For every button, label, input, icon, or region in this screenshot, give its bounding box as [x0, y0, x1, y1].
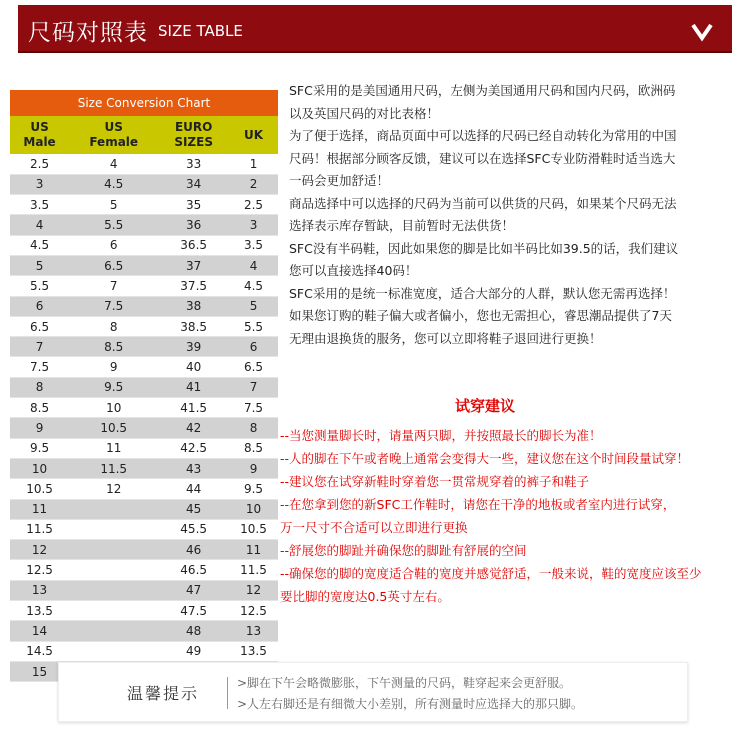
table-row: [10, 296, 278, 316]
table-cell: 9.5: [69, 377, 158, 397]
table-cell: 9: [229, 458, 278, 478]
table-row: [10, 357, 278, 377]
table-cell: 46: [158, 540, 229, 560]
table-cell: 36.5: [158, 235, 229, 255]
table-cell: 8: [10, 377, 69, 397]
table-row: [10, 255, 278, 275]
table-cell: 33: [158, 154, 229, 174]
table-row: [10, 519, 278, 539]
column-header-line: UK: [244, 127, 264, 142]
column-header: [158, 116, 229, 154]
table-cell: 4.5: [10, 235, 69, 255]
table-cell: [69, 540, 158, 560]
advice-line: --确保您的脚的宽度适合鞋的宽度并感觉舒适，一般来说，鞋的宽度应该至少: [280, 566, 702, 581]
table-row: [10, 560, 278, 580]
table-cell: 11.5: [69, 458, 158, 478]
table-header-row: [10, 116, 278, 154]
table-cell: 45.5: [158, 519, 229, 539]
table-cell: 3.5: [10, 195, 69, 215]
table-cell: 10: [69, 398, 158, 418]
note-line: 一码会更加舒适！: [289, 173, 390, 188]
advice-line: --舒展您的脚趾并确保您的脚趾有舒展的空间: [280, 543, 527, 558]
table-cell: 13: [10, 580, 69, 600]
advice-line: --当您测量脚长时，请量两只脚，并按照最长的脚长为准！: [280, 428, 602, 443]
table-cell: 8.5: [69, 337, 158, 357]
table-cell: 7.5: [229, 398, 278, 418]
note-line: SFC采用的是美国通用尺码，左侧为美国通用尺码和国内尺码，欧洲码: [289, 83, 676, 98]
table-cell: 10.5: [10, 479, 69, 499]
table-row: [10, 458, 278, 478]
table-row: [10, 438, 278, 458]
fitting-advice: [280, 424, 750, 608]
tips-lines: [237, 673, 583, 715]
table-cell: 38: [158, 296, 229, 316]
table-row: [10, 195, 278, 215]
table-title: Size Conversion Chart: [10, 90, 278, 116]
column-header-line: Male: [23, 135, 56, 149]
table-cell: 44: [158, 479, 229, 499]
tips-box: [58, 662, 688, 722]
size-conversion-table: [10, 90, 278, 682]
table-cell: 11: [69, 438, 158, 458]
table-cell: 42: [158, 418, 229, 438]
table-row: [10, 540, 278, 560]
note-line: 无理由退换货的服务，您可以立即将鞋子退回进行更换！: [289, 330, 602, 346]
table-row: [10, 174, 278, 194]
table-row: [10, 398, 278, 418]
table-row: [10, 154, 278, 174]
table-cell: 11.5: [229, 560, 278, 580]
column-header-line: Female: [89, 135, 139, 149]
table-cell: 43: [158, 458, 229, 478]
table-cell: 38.5: [158, 316, 229, 336]
table-cell: 12: [69, 479, 158, 499]
column-header-line: SIZES: [174, 135, 213, 149]
note-line: SFC采用的是统一标准宽度，适合大部分的人群，默认您无需再选择！: [289, 285, 676, 301]
table-cell: 41: [158, 377, 229, 397]
column-header: [10, 116, 69, 154]
table-cell: 9.5: [229, 479, 278, 499]
table-cell: 5.5: [229, 316, 278, 336]
table-cell: 5.5: [69, 215, 158, 235]
table-row: [10, 479, 278, 499]
table-cell: 11.5: [10, 519, 69, 539]
table-cell: 10.5: [229, 519, 278, 539]
table-row: [10, 235, 278, 255]
table-cell: 6: [69, 235, 158, 255]
table-row: [10, 418, 278, 438]
advice-line: --在您拿到您的新SFC工作鞋时，请您在干净的地板或者室内进行试穿，: [280, 497, 676, 512]
table-cell: 37: [158, 255, 229, 275]
column-header: [229, 116, 278, 154]
page-subtitle: SIZE TABLE: [158, 22, 243, 40]
table-cell: 10: [10, 458, 69, 478]
table-cell: 37.5: [158, 276, 229, 296]
header-banner: [18, 5, 732, 53]
note-line: 以及英国尺码的对比表格！: [289, 105, 440, 121]
column-header-line: US: [104, 120, 123, 134]
table-cell: [69, 621, 158, 641]
note-line: 为了便于选择，商品页面中可以选择的尺码已经自动转化为常用的中国: [289, 128, 677, 143]
table-cell: 9.5: [10, 438, 69, 458]
table-cell: 3: [10, 174, 69, 194]
table-cell: 49: [158, 641, 229, 661]
table-cell: 8.5: [229, 438, 278, 458]
note-line: SFC没有半码鞋，因此如果您的脚是比如半码比如39.5的话，我们建议: [289, 240, 679, 256]
table-row: [10, 601, 278, 621]
table-cell: 15: [10, 661, 69, 681]
table-cell: 8: [229, 418, 278, 438]
table-cell: 7.5: [10, 357, 69, 377]
table-cell: 2: [229, 174, 278, 194]
table-row: [10, 499, 278, 519]
table-cell: 5: [69, 195, 158, 215]
table-cell: 13.5: [10, 601, 69, 621]
note-line: 尺码！根据部分顾客反馈，建议可以在选择SFC专业防滑鞋时适当选大: [289, 150, 676, 166]
table-row: [10, 276, 278, 296]
note-line: 您可以直接选择40码！: [289, 263, 418, 278]
table-cell: 13: [229, 621, 278, 641]
table-cell: 4: [69, 154, 158, 174]
table-cell: 4.5: [229, 276, 278, 296]
table-cell: 14.5: [10, 641, 69, 661]
column-header: [69, 116, 158, 154]
table-cell: 3: [229, 215, 278, 235]
table-cell: 47.5: [158, 601, 229, 621]
advice-line: 万一尺寸不合适可以立即进行更换: [280, 520, 468, 535]
table-cell: 41.5: [158, 398, 229, 418]
table-cell: [69, 641, 158, 661]
table-cell: 1: [229, 154, 278, 174]
table-cell: 5: [10, 255, 69, 275]
tip-line: >脚在下午会略微膨胀，下午测量的尺码，鞋穿起来会更舒服。: [237, 676, 572, 690]
table-cell: 12.5: [10, 560, 69, 580]
page-title: 尺码对照表: [28, 20, 148, 46]
table-row: [10, 377, 278, 397]
table-cell: 12.5: [229, 601, 278, 621]
note-line: 如果您订购的鞋子偏大或者偏小，您也无需担心，睿思潮品提供了7天: [289, 308, 672, 323]
table-cell: 34: [158, 174, 229, 194]
table-cell: 48: [158, 621, 229, 641]
note-line: 选择表示库存暂缺，目前暂时无法供货！: [289, 218, 515, 233]
table-cell: 9: [10, 418, 69, 438]
table-row: [10, 580, 278, 600]
table-cell: [69, 560, 158, 580]
advice-line: --人的脚在下午或者晚上通常会变得大一些，建议您在这个时间段量试穿！: [280, 451, 690, 466]
table-cell: [69, 601, 158, 621]
table-cell: 5: [229, 296, 278, 316]
table-cell: 47: [158, 580, 229, 600]
advice-line: --建议您在试穿新鞋时穿着您一贯常规穿着的裤子和鞋子: [280, 474, 590, 489]
table-cell: 8: [69, 316, 158, 336]
table-row: [10, 337, 278, 357]
table-cell: 7: [69, 276, 158, 296]
table-cell: 11: [10, 499, 69, 519]
table-cell: 6: [10, 296, 69, 316]
table-cell: 7: [10, 337, 69, 357]
table-row: [10, 316, 278, 336]
table-cell: [69, 519, 158, 539]
table-cell: 4.5: [69, 174, 158, 194]
table-cell: 14: [10, 621, 69, 641]
table-cell: 7.5: [69, 296, 158, 316]
table-cell: 2.5: [229, 195, 278, 215]
table-cell: 10.5: [69, 418, 158, 438]
table-cell: 11: [229, 540, 278, 560]
table-cell: 10: [229, 499, 278, 519]
table-cell: 36: [158, 215, 229, 235]
note-line: 商品选择中可以选择的尺码为当前可以供货的尺码，如果某个尺码无法: [289, 195, 677, 211]
table-cell: 9: [69, 357, 158, 377]
table-cell: [69, 499, 158, 519]
table-cell: 3.5: [229, 235, 278, 255]
table-body: [10, 154, 278, 682]
table-cell: 40: [158, 357, 229, 377]
table-cell: 6: [229, 337, 278, 357]
tip-line: >人左右脚还是有细微大小差别，所有测量时应选择大的那只脚。: [237, 697, 584, 711]
table-cell: 5.5: [10, 276, 69, 296]
table-cell: 45: [158, 499, 229, 519]
table-cell: 2.5: [10, 154, 69, 174]
table-cell: 12: [229, 580, 278, 600]
table-cell: 46.5: [158, 560, 229, 580]
table-cell: 6.5: [229, 357, 278, 377]
table-row: [10, 621, 278, 641]
table-cell: 6.5: [69, 255, 158, 275]
chevron-down-icon[interactable]: [690, 19, 714, 43]
column-header-line: US: [30, 120, 49, 134]
advice-line: 要比脚的宽度达0.5英寸左右。: [280, 589, 450, 604]
size-notes: [289, 80, 744, 350]
divider: [227, 677, 228, 709]
table-cell: 7: [229, 377, 278, 397]
column-header-line: EURO: [174, 120, 213, 134]
fitting-advice-title: 试穿建议: [455, 397, 516, 415]
table-cell: 4: [229, 255, 278, 275]
table-row: [10, 641, 278, 661]
table-cell: 6.5: [10, 316, 69, 336]
table-cell: 35: [158, 195, 229, 215]
table-row: [10, 215, 278, 235]
table-cell: 13.5: [229, 641, 278, 661]
table-cell: 42.5: [158, 438, 229, 458]
table-cell: 12: [10, 540, 69, 560]
table-cell: [69, 580, 158, 600]
tips-label: 温馨提示: [127, 684, 200, 703]
table-cell: 39: [158, 337, 229, 357]
table-cell: 4: [10, 215, 69, 235]
table-cell: 8.5: [10, 398, 69, 418]
